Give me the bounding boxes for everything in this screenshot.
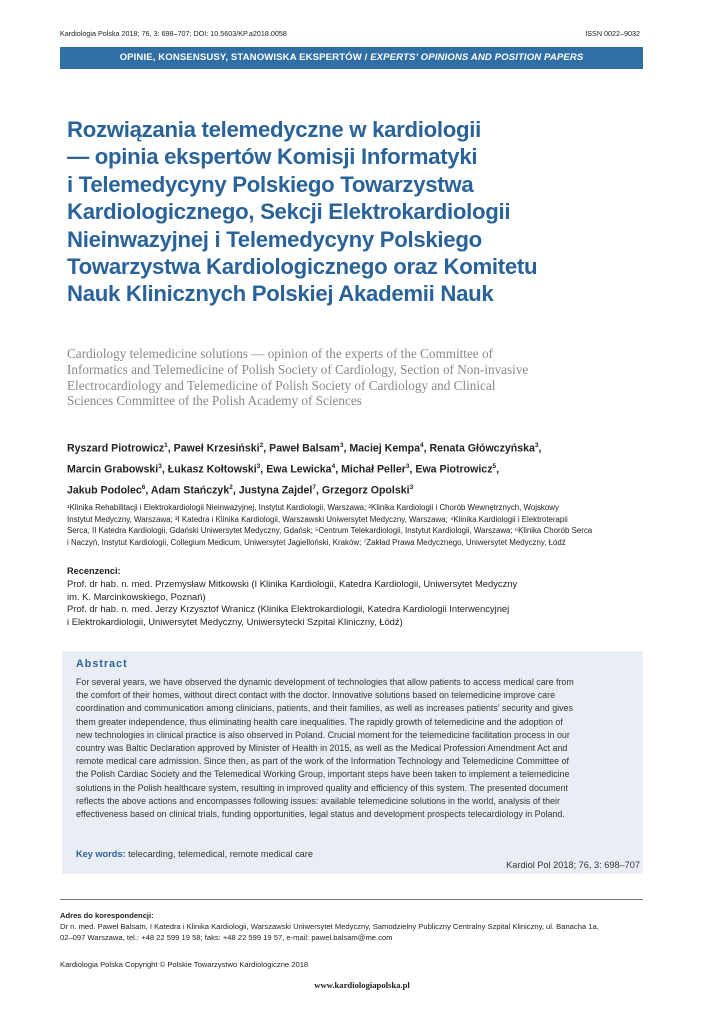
copyright: Kardiologia Polska Copyright © Polskie Towarzystwo Kardiologiczne 2018 (60, 960, 309, 969)
correspondence-label: Adres do korespondencji: (60, 911, 154, 920)
author-name: Ewa Lewicka (266, 463, 332, 476)
author-affiliation-ref: 4 (331, 463, 336, 471)
title-line: Kardiologicznego, Sekcji Elektrokardiologii (67, 199, 511, 225)
banner-english: EXPERTS’ OPINIONS AND POSITION PAPERS (370, 52, 584, 63)
banner-separator: / (361, 52, 371, 63)
author-affiliation-ref: 2 (229, 484, 233, 492)
correspondence-line: 02–097 Warszawa, tel.: +48 22 599 19 58; faks: +48 22 599 19 57, e-mail: pawel.balsam@me.com (60, 933, 393, 943)
author-affiliation-ref: 4 (420, 442, 424, 449)
abstract-line: coordination and communication among clinicians, patients, and their families, as well as increases patients’ security and gives (76, 703, 573, 714)
author-name: Ewa Piotrowicz (415, 463, 493, 476)
abstract-line: effectiveness based on clinical trials, funding opportunities, legal status and development prospects telecardiology in Poland. (76, 809, 565, 820)
author-affiliation-ref: 7 (312, 484, 316, 492)
issn-label: ISSN 0022–9032 (585, 29, 640, 38)
abstract-line: country was Baltic Declaration approved by Minister of Health in 2015, as well as the Medical Profession Amendment Act and (76, 743, 568, 754)
title-line: Nauk Klinicznych Polskiej Akademii Nauk (67, 281, 494, 307)
author-name: Łukasz Kołtowski (167, 463, 257, 476)
title-line: — opinia ekspertów Komisji Informatyki (67, 144, 478, 170)
citation: Kardiol Pol 2018; 76, 3: 698–707 (506, 860, 640, 870)
keywords-label: Key words: (76, 849, 126, 859)
journal-citation-line: Kardiologia Polska 2018; 76, 3: 698–707; DOI: 10.5603/KP.a2018.0058 (60, 29, 287, 38)
author-affiliation-ref: 1 (164, 442, 168, 449)
author-name: Grzegorz Opolski (321, 484, 410, 497)
author-affiliation-ref: 3 (339, 442, 344, 449)
affiliation-line: ¹Klinika Rehabilitacji i Elektrokardiologii Nieinwazyjnej, Instytut Kardiologii, Warszawa; ²Klinika Kardiologii i Chorób Wewnętrznych, Wojskowy (67, 503, 559, 512)
title-line: i Telemedycyny Polskiego Towarzystwa (67, 171, 474, 197)
title-line: Rozwiązania telemedyczne w kardiologii (67, 117, 481, 142)
author-line: Jakub Podolec$^6$, Adam Stańczyk$^2$, Justyna Zajdel$^7$, Grzegorz Opolski$^3$ (67, 484, 414, 497)
author-name: Ryszard Piotrowicz (67, 442, 165, 455)
abstract-box (62, 651, 643, 874)
subtitle-line: Electrocardiology and Telemedicine of Polish Society of Cardiology and Clinical (67, 377, 496, 393)
author-name: Renata Główczyńska (429, 442, 535, 455)
author-name: Marcin Grabowski (67, 463, 159, 476)
affiliation-line: i Naczyń, Instytut Kardiologii, Collegium Medicum, Uniwersytet Jagielloński, Kraków; ⁷Zakład Prawa Medycznego, Uniwersytet Medyczny, Łódź (67, 537, 566, 547)
author-affiliation-ref: 3 (256, 463, 261, 471)
title-line: Nieinwazyjnej i Telemedycyny Polskiego (67, 226, 482, 252)
author-name: Jakub Podolec (67, 484, 142, 497)
author-affiliation-ref: 3 (534, 442, 539, 449)
author-line: Marcin Grabowski$^3$, Łukasz Kołtowski$^3$, Ewa Lewicka$^4$, Michał Peller$^3$, Ewa Piotrowicz$^5$, (67, 463, 500, 476)
abstract-line: reflects the above actions and encompasses following issues: available telemedicine solutions in the world, analysis of their (76, 795, 560, 806)
affiliations (67, 502, 647, 548)
author-name: Paweł Krzesiński (173, 442, 260, 455)
author-name: Justyna Zajdel (238, 484, 313, 497)
abstract-line: them greater independence, thus eliminating health care inequalities. The rapidly growth of telemedicine and the adoption of (76, 716, 563, 727)
reviewer-line: i Elektrokardiologii, Uniwersytet Medyczny, Uniwersytecki Szpital Kliniczny, Łódź) (67, 616, 403, 628)
subtitle-line: Informatics and Telemedicine of Polish Society of Cardiology, Section of Non-invasive (67, 361, 529, 377)
abstract-line: the Polish Cardiac Society and the Telemedical Working Group, important steps have been taken to implement a telemedicine (76, 769, 570, 780)
article-title (67, 116, 627, 308)
author-line: Ryszard Piotrowicz$^1$, Paweł Krzesiński$^2$, Paweł Balsam$^3$, Maciej Kempa$^4$, Renata Główczyńska$^3$, (67, 442, 542, 455)
author-name: Adam Stańczyk (150, 484, 230, 497)
abstract-line: solutions in the Polish healthcare system, resulting in improved quality and efficiency of this system. The presented document (76, 782, 568, 793)
abstract-text (76, 676, 636, 821)
reviewer-line: Prof. dr hab. n. med. Przemysław Mitkowski (I Klinika Kardiologii, Katedra Kardiologii, Uniwersytet Medyczny (67, 578, 518, 589)
author-affiliation-ref: 3 (158, 463, 162, 471)
abstract-line: the comfort of their homes, without direct contact with the doctor. Innovative solutions based on telemedicine improve care (76, 690, 556, 701)
author-name: Maciej Kempa (349, 442, 420, 455)
abstract-heading: Abstract (76, 658, 128, 670)
section-banner (60, 47, 643, 69)
author-affiliation-ref: 2 (259, 442, 264, 449)
reviewer-line: Prof. dr hab. n. med. Jerzy Krzysztof Wranicz (Klinika Elektrokardiologii, Katedra Kardiologii Interwencyjnej (67, 603, 510, 615)
author-name: Paweł Balsam (269, 442, 340, 455)
abstract-line: For several years, we have observed the dynamic development of technologies that allow patients to access medical care from (76, 677, 574, 687)
reviewer-line: im. K. Marcinkowskiego, Poznań) (67, 590, 206, 602)
author-list (67, 437, 647, 500)
affiliation-line: Serca, II Katedra Kardiologii, Gdański Uniwersytet Medyczny, Gdańsk; ⁵Centrum Telekardiologii, Instytut Kardiologii, Warszawa; ⁶Klinika Chorób Serca (67, 526, 593, 536)
keywords-value: telecarding, telemedical, remote medical care (125, 849, 313, 859)
author-affiliation-ref: 6 (141, 484, 146, 492)
reviewers (67, 578, 647, 629)
correspondence-line: Dr n. med. Paweł Balsam, I Katedra i Klinika Kardiologii, Warszawski Uniwersytet Medyczny, Samodzielny Publiczny Centralny Szpital Kliniczny, ul. Banacha 1a, (60, 922, 599, 932)
subtitle-line: Sciences Committee of the Polish Academy of Sciences (67, 393, 362, 409)
author-affiliation-ref: 5 (492, 463, 497, 471)
affiliation-line: Instytut Medyczny, Warszawa; ³I Katedra i Klinika Kardiologii, Warszawski Uniwersytet Medyczny, Warszawa; ⁴Klinika Kardiologii i Elektroterapii (67, 514, 568, 524)
title-line: Towarzystwa Kardiologicznego oraz Komitetu (67, 254, 538, 280)
reviewers-label: Recenzenci: (67, 566, 121, 576)
subtitle-line: Cardiology telemedicine solutions — opinion of the experts of the Committee of (67, 346, 493, 361)
author-affiliation-ref: 3 (409, 484, 414, 492)
divider (60, 899, 643, 900)
footer-url[interactable]: www.kardiologiapolska.pl (314, 980, 410, 990)
abstract-line: new technologies in clinical practice is also observed in Poland. Crucial moment for the telemedicine facilitation process in our (76, 729, 570, 740)
banner-polish: OPINIE, KONSENSUSY, STANOWISKA EKSPERTÓW (119, 52, 362, 63)
abstract-line: remote medical care admission. Since then, as part of the work of the Information Technology and Telemedicine Committee of (76, 756, 569, 767)
author-name: Michał Peller (341, 463, 406, 476)
correspondence (60, 910, 645, 943)
english-title (67, 346, 647, 409)
author-affiliation-ref: 3 (405, 463, 410, 471)
keywords (76, 849, 313, 859)
